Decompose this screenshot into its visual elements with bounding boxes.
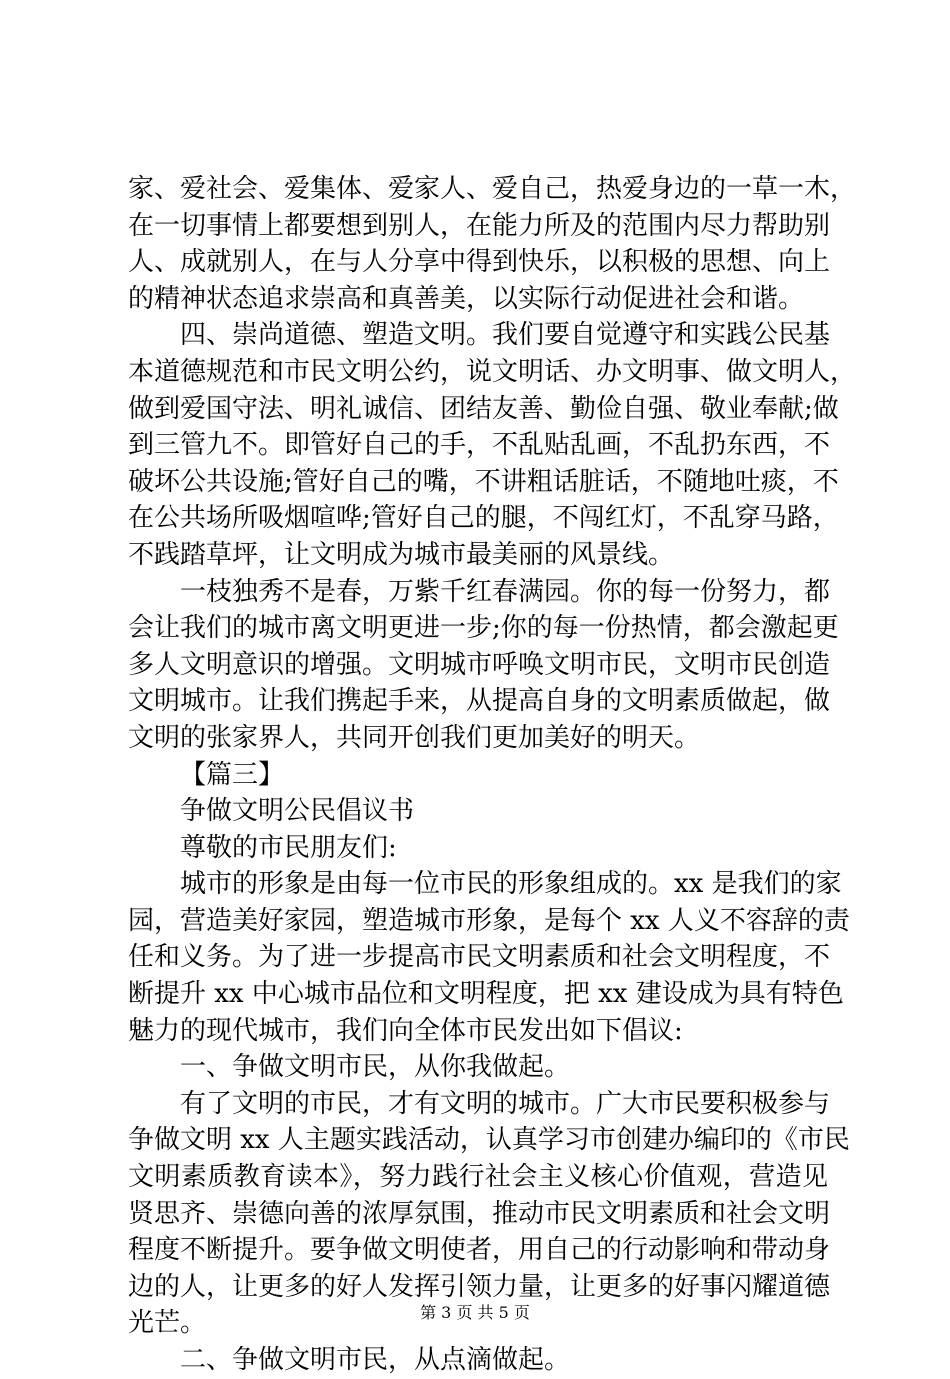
text-line: 贤思齐、崇德向善的浓厚氛围，推动市民文明素质和社会文明 xyxy=(128,1198,831,1229)
text-line: 文明的张家界人，共同开创我们更加美好的明天。 xyxy=(128,722,701,753)
text-line: 破坏公共设施;管好自己的嘴，不讲粗话脏话，不随地吐痰，不 xyxy=(128,466,839,497)
text-line: 一、争做文明市民，从你我做起。 xyxy=(180,1052,571,1083)
text-line: 会让我们的城市离文明更进一步;你的每一份热情，都会激起更 xyxy=(128,613,839,644)
text-line: 不践踏草坪，让文明成为城市最美丽的风景线。 xyxy=(128,539,675,570)
text-line: 尊敬的市民朋友们: xyxy=(180,832,397,863)
text-line: 边的人，让更多的好人发挥引领力量，让更多的好事闪耀道德 xyxy=(128,1271,831,1302)
text-line: 做到爱国守法、明礼诚信、团结友善、勤俭自强、敬业奉献;做 xyxy=(128,393,839,424)
text-line: 【篇三】 xyxy=(180,759,285,790)
text-line: 四、崇尚道德、塑造文明。我们要自觉遵守和实践公民基 xyxy=(180,320,831,351)
text-line: 文明素质教育读本》，努力践行社会主义核心价值观，营造见 xyxy=(128,1162,828,1193)
text-line: 魅力的现代城市，我们向全体市民发出如下倡议: xyxy=(128,1015,683,1046)
text-line: 光芒。 xyxy=(128,1308,207,1339)
text-line: 多人文明意识的增强。文明城市呼唤文明市民，文明市民创造 xyxy=(128,649,831,680)
text-line: 到三管九不。即管好自己的手，不乱贴乱画，不乱扔东西，不 xyxy=(128,430,831,461)
text-line: 一枝独秀不是春，万紫千红春满园。你的每一份努力，都 xyxy=(180,576,831,607)
text-line: 人、成就别人，在与人分享中得到快乐，以积极的思想、向上 xyxy=(128,247,831,278)
text-line: 有了文明的市民，才有文明的城市。广大市民要积极参与 xyxy=(180,1088,831,1119)
text-line: 在公共场所吸烟喧哗;管好自己的腿，不闯红灯，不乱穿马路， xyxy=(128,503,839,534)
text-line: 程度不断提升。要争做文明使者，用自己的行动影响和带动身 xyxy=(128,1235,831,1266)
text-line: 争做文明公民倡议书 xyxy=(180,796,415,827)
text-line: 争做文明 xx 人主题实践活动，认真学习市创建办编印的《市民 xyxy=(128,1125,850,1156)
text-line: 园，营造美好家园，塑造城市形象，是每个 xx 人义不容辞的责 xyxy=(128,905,850,936)
text-line: 城市的形象是由每一位市民的形象组成的。xx 是我们的家 xyxy=(180,869,842,900)
page-number: 第 3 页 共 5 页 xyxy=(420,1303,530,1322)
text-line: 二、争做文明市民，从点滴做起。 xyxy=(180,1345,571,1375)
text-line: 任和义务。为了进一步提高市民文明素质和社会文明程度，不 xyxy=(128,942,831,973)
text-line: 家、爱社会、爱集体、爱家人、爱自己，热爱身边的一草一木， xyxy=(128,174,857,204)
text-line: 断提升 xx 中心城市品位和文明程度，把 xx 建设成为具有特色 xyxy=(128,979,844,1010)
document-body xyxy=(128,171,857,1379)
page-footer xyxy=(0,1303,950,1323)
text-line: 的精神状态追求崇高和真善美，以实际行动促进社会和谐。 xyxy=(128,283,805,314)
text-line: 在一切事情上都要想到别人，在能力所及的范围内尽力帮助别 xyxy=(128,210,831,241)
text-line: 文明城市。让我们携起手来，从提高自身的文明素质做起，做 xyxy=(128,686,831,717)
text-line: 本道德规范和市民文明公约，说文明话、办文明事、做文明人， xyxy=(128,356,857,387)
